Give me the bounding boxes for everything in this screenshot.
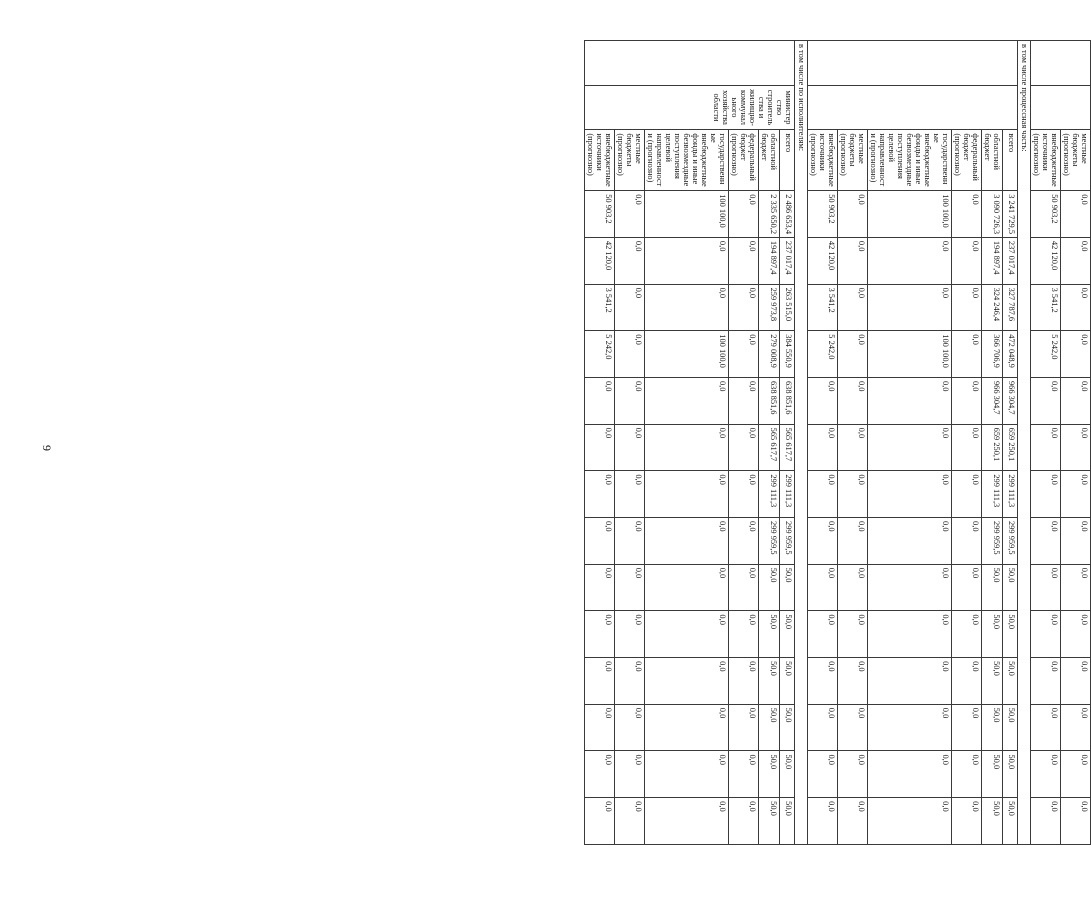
value-cell: 0,0 bbox=[1031, 658, 1061, 705]
value-cell: 0,0 bbox=[1061, 331, 1091, 378]
value-cell: 0,0 bbox=[838, 331, 868, 378]
value-cell: 50,0 bbox=[1003, 564, 1018, 611]
value-cell: 0,0 bbox=[585, 564, 615, 611]
value-cell: 0,0 bbox=[1031, 471, 1061, 518]
value-cell: 299 959,5 bbox=[780, 518, 795, 565]
value-cell: 0,0 bbox=[838, 424, 868, 471]
value-cell: 299 111,3 bbox=[1003, 471, 1018, 518]
value-cell: 2 486 653,4 bbox=[780, 191, 795, 238]
table-row bbox=[868, 41, 952, 845]
value-cell: 0,0 bbox=[645, 564, 729, 611]
value-cell: 0,0 bbox=[729, 751, 759, 798]
value-cell: 5 242,0 bbox=[585, 331, 615, 378]
value-cell: 0,0 bbox=[585, 658, 615, 705]
value-cell: 299 959,5 bbox=[759, 518, 780, 565]
table-row bbox=[1003, 41, 1018, 845]
value-cell: 0,0 bbox=[868, 377, 952, 424]
value-cell: 0,0 bbox=[808, 424, 838, 471]
value-cell: 0,0 bbox=[729, 518, 759, 565]
value-cell: 0,0 bbox=[585, 611, 615, 658]
value-cell: 0,0 bbox=[838, 237, 868, 284]
value-cell: 50,0 bbox=[982, 564, 1003, 611]
value-cell: 259 973,8 bbox=[759, 284, 780, 331]
value-cell: 0,0 bbox=[868, 284, 952, 331]
value-cell: 0,0 bbox=[729, 798, 759, 845]
funding-source-cell: федеральный бюджет (прогнозно) bbox=[729, 130, 759, 191]
value-cell: 0,0 bbox=[1061, 611, 1091, 658]
value-cell: 0,0 bbox=[585, 377, 615, 424]
value-cell: 100 100,0 bbox=[868, 331, 952, 378]
funding-table-body bbox=[585, 41, 1091, 845]
value-cell: 384 550,9 bbox=[780, 331, 795, 378]
value-cell: 0,0 bbox=[1031, 611, 1061, 658]
value-cell: 3 090 726,3 bbox=[982, 191, 1003, 238]
value-cell: 3 541,2 bbox=[1031, 284, 1061, 331]
value-cell: 0,0 bbox=[868, 564, 952, 611]
value-cell: 50,0 bbox=[780, 704, 795, 751]
value-cell: 0,0 bbox=[952, 331, 982, 378]
table-row bbox=[645, 41, 729, 845]
value-cell: 0,0 bbox=[615, 237, 645, 284]
value-cell: 50,0 bbox=[982, 611, 1003, 658]
value-cell: 0,0 bbox=[808, 798, 838, 845]
value-cell: 0,0 bbox=[952, 798, 982, 845]
value-cell: 0,0 bbox=[1031, 751, 1061, 798]
value-cell: 0,0 bbox=[615, 424, 645, 471]
value-cell: 50,0 bbox=[780, 751, 795, 798]
value-cell: 0,0 bbox=[1061, 284, 1091, 331]
value-cell: 279 008,9 bbox=[759, 331, 780, 378]
value-cell: 324 246,4 bbox=[982, 284, 1003, 331]
value-cell: 0,0 bbox=[952, 564, 982, 611]
value-cell: 0,0 bbox=[838, 284, 868, 331]
value-cell: 50,0 bbox=[759, 751, 780, 798]
value-cell: 0,0 bbox=[808, 751, 838, 798]
value-cell: 50,0 bbox=[780, 798, 795, 845]
section-header-row bbox=[1018, 41, 1031, 845]
table-row bbox=[1061, 41, 1091, 845]
value-cell: 299 111,3 bbox=[759, 471, 780, 518]
value-cell: 0,0 bbox=[645, 424, 729, 471]
value-cell: 100 100,0 bbox=[645, 331, 729, 378]
value-cell: 0,0 bbox=[729, 471, 759, 518]
value-cell: 100 100,0 bbox=[645, 191, 729, 238]
value-cell: 0,0 bbox=[1061, 658, 1091, 705]
table-row bbox=[838, 41, 868, 845]
value-cell: 0,0 bbox=[615, 191, 645, 238]
value-cell: 0,0 bbox=[615, 331, 645, 378]
value-cell: 0,0 bbox=[645, 518, 729, 565]
value-cell: 3 541,2 bbox=[808, 284, 838, 331]
section-header-executors: в том числе по исполнителям: bbox=[795, 41, 808, 845]
value-cell: 0,0 bbox=[1031, 424, 1061, 471]
value-cell: 0,0 bbox=[838, 704, 868, 751]
value-cell: 299 111,3 bbox=[780, 471, 795, 518]
value-cell: 237 017,4 bbox=[780, 237, 795, 284]
value-cell: 0,0 bbox=[645, 798, 729, 845]
value-cell: 0,0 bbox=[645, 377, 729, 424]
value-cell: 0,0 bbox=[615, 704, 645, 751]
value-cell: 0,0 bbox=[645, 704, 729, 751]
value-cell: 0,0 bbox=[1061, 518, 1091, 565]
value-cell: 2 335 650,2 bbox=[759, 191, 780, 238]
value-cell: 0,0 bbox=[1061, 704, 1091, 751]
value-cell: 0,0 bbox=[585, 471, 615, 518]
value-cell: 0,0 bbox=[952, 751, 982, 798]
value-cell: 0,0 bbox=[838, 471, 868, 518]
value-cell: 50,0 bbox=[982, 751, 1003, 798]
value-cell: 0,0 bbox=[1061, 751, 1091, 798]
value-cell: 0,0 bbox=[868, 751, 952, 798]
value-cell: 0,0 bbox=[952, 471, 982, 518]
value-cell: 366 706,9 bbox=[982, 331, 1003, 378]
rotated-page-content bbox=[578, 40, 1091, 845]
value-cell: 42 120,0 bbox=[1031, 237, 1061, 284]
value-cell: 565 617,7 bbox=[759, 424, 780, 471]
table-row bbox=[808, 41, 838, 845]
value-cell: 327 787,6 bbox=[1003, 284, 1018, 331]
funding-source-cell: местные бюджеты (прогнозно) bbox=[838, 130, 868, 191]
value-cell: 0,0 bbox=[1061, 191, 1091, 238]
value-cell: 50,0 bbox=[1003, 658, 1018, 705]
funding-source-cell: областной бюджет bbox=[982, 130, 1003, 191]
table-row bbox=[615, 41, 645, 845]
empty-cell bbox=[1031, 85, 1091, 130]
value-cell: 0,0 bbox=[729, 564, 759, 611]
value-cell: 0,0 bbox=[615, 798, 645, 845]
value-cell: 0,0 bbox=[868, 237, 952, 284]
value-cell: 42 120,0 bbox=[585, 237, 615, 284]
value-cell: 0,0 bbox=[952, 424, 982, 471]
value-cell: 638 851,6 bbox=[759, 377, 780, 424]
value-cell: 0,0 bbox=[585, 704, 615, 751]
value-cell: 0,0 bbox=[952, 191, 982, 238]
value-cell: 50,0 bbox=[1003, 704, 1018, 751]
value-cell: 966 304,7 bbox=[1003, 377, 1018, 424]
funding-source-cell: всего bbox=[780, 130, 795, 191]
value-cell: 0,0 bbox=[1031, 704, 1061, 751]
value-cell: 0,0 bbox=[645, 751, 729, 798]
value-cell: 0,0 bbox=[952, 377, 982, 424]
value-cell: 194 897,4 bbox=[982, 237, 1003, 284]
value-cell: 0,0 bbox=[645, 611, 729, 658]
value-cell: 0,0 bbox=[729, 611, 759, 658]
funding-table bbox=[584, 40, 1091, 845]
value-cell: 659 250,1 bbox=[1003, 424, 1018, 471]
value-cell: 0,0 bbox=[838, 191, 868, 238]
value-cell: 0,0 bbox=[1061, 377, 1091, 424]
value-cell: 50,0 bbox=[759, 611, 780, 658]
value-cell: 0,0 bbox=[729, 237, 759, 284]
value-cell: 0,0 bbox=[1061, 471, 1091, 518]
value-cell: 0,0 bbox=[808, 471, 838, 518]
value-cell: 0,0 bbox=[729, 377, 759, 424]
value-cell: 0,0 bbox=[1061, 798, 1091, 845]
value-cell: 0,0 bbox=[615, 658, 645, 705]
value-cell: 0,0 bbox=[1061, 564, 1091, 611]
value-cell: 299 111,3 bbox=[982, 471, 1003, 518]
value-cell: 966 304,7 bbox=[982, 377, 1003, 424]
value-cell: 0,0 bbox=[729, 284, 759, 331]
value-cell: 0,0 bbox=[645, 471, 729, 518]
value-cell: 42 120,0 bbox=[808, 237, 838, 284]
table-row bbox=[585, 41, 615, 845]
funding-source-cell: государственные внебюджетные фонды и иные безвозмездные поступления целевой направленности (прогнозно) bbox=[645, 130, 729, 191]
table-row bbox=[759, 41, 780, 845]
value-cell: 0,0 bbox=[838, 564, 868, 611]
value-cell: 299 959,5 bbox=[1003, 518, 1018, 565]
value-cell: 0,0 bbox=[838, 751, 868, 798]
section-header-row bbox=[795, 41, 808, 845]
value-cell: 0,0 bbox=[729, 658, 759, 705]
value-cell: 50,0 bbox=[759, 704, 780, 751]
value-cell: 50,0 bbox=[759, 564, 780, 611]
value-cell: 0,0 bbox=[645, 237, 729, 284]
value-cell: 100 100,0 bbox=[868, 191, 952, 238]
value-cell: 0,0 bbox=[808, 377, 838, 424]
value-cell: 50,0 bbox=[982, 704, 1003, 751]
executor-name: министерство строительства и жилищно-коммунального хозяйства области bbox=[585, 85, 795, 130]
value-cell: 0,0 bbox=[808, 518, 838, 565]
value-cell: 0,0 bbox=[615, 284, 645, 331]
value-cell: 194 897,4 bbox=[759, 237, 780, 284]
value-cell: 0,0 bbox=[585, 751, 615, 798]
value-cell: 50 903,2 bbox=[808, 191, 838, 238]
value-cell: 0,0 bbox=[1061, 424, 1091, 471]
value-cell: 0,0 bbox=[585, 798, 615, 845]
value-cell: 0,0 bbox=[808, 564, 838, 611]
funding-source-cell: федеральный бюджет (прогнозно) bbox=[952, 130, 982, 191]
value-cell: 0,0 bbox=[868, 658, 952, 705]
table-row bbox=[952, 41, 982, 845]
value-cell: 0,0 bbox=[952, 611, 982, 658]
section-header-in-process: в том числе процессная часть: bbox=[1018, 41, 1031, 845]
value-cell: 50,0 bbox=[982, 798, 1003, 845]
value-cell: 0,0 bbox=[585, 424, 615, 471]
value-cell: 50,0 bbox=[759, 798, 780, 845]
value-cell: 50,0 bbox=[982, 658, 1003, 705]
value-cell: 0,0 bbox=[952, 518, 982, 565]
empty-cell bbox=[808, 85, 1018, 130]
table-row bbox=[1031, 41, 1061, 845]
value-cell: 0,0 bbox=[808, 658, 838, 705]
value-cell: 5 242,0 bbox=[808, 331, 838, 378]
value-cell: 50,0 bbox=[759, 658, 780, 705]
value-cell: 299 959,5 bbox=[982, 518, 1003, 565]
value-cell: 659 250,1 bbox=[982, 424, 1003, 471]
value-cell: 0,0 bbox=[1031, 564, 1061, 611]
value-cell: 0,0 bbox=[868, 424, 952, 471]
value-cell: 0,0 bbox=[808, 611, 838, 658]
value-cell: 0,0 bbox=[838, 658, 868, 705]
table-row bbox=[780, 41, 795, 845]
value-cell: 50,0 bbox=[1003, 798, 1018, 845]
value-cell: 5 242,0 bbox=[1031, 331, 1061, 378]
value-cell: 0,0 bbox=[952, 237, 982, 284]
value-cell: 0,0 bbox=[868, 704, 952, 751]
table-row bbox=[729, 41, 759, 845]
value-cell: 0,0 bbox=[952, 284, 982, 331]
empty-cell bbox=[808, 41, 1018, 86]
value-cell: 0,0 bbox=[838, 611, 868, 658]
value-cell: 0,0 bbox=[615, 751, 645, 798]
table-row bbox=[982, 41, 1003, 845]
value-cell: 0,0 bbox=[729, 191, 759, 238]
empty-cell bbox=[1031, 41, 1091, 86]
value-cell: 0,0 bbox=[615, 518, 645, 565]
funding-source-cell: государственные внебюджетные фонды и иные безвозмездные поступления целевой направленности (прогнозно) bbox=[868, 130, 952, 191]
value-cell: 50,0 bbox=[780, 564, 795, 611]
value-cell: 0,0 bbox=[585, 518, 615, 565]
value-cell: 0,0 bbox=[868, 518, 952, 565]
value-cell: 0,0 bbox=[729, 424, 759, 471]
value-cell: 0,0 bbox=[729, 331, 759, 378]
value-cell: 0,0 bbox=[615, 611, 645, 658]
value-cell: 263 515,0 bbox=[780, 284, 795, 331]
value-cell: 0,0 bbox=[645, 284, 729, 331]
value-cell: 565 617,7 bbox=[780, 424, 795, 471]
value-cell: 50,0 bbox=[1003, 611, 1018, 658]
funding-source-cell: внебюджетные источники (прогнозно) bbox=[808, 130, 838, 191]
value-cell: 0,0 bbox=[1031, 518, 1061, 565]
value-cell: 0,0 bbox=[952, 704, 982, 751]
funding-source-cell: всего bbox=[1003, 130, 1018, 191]
value-cell: 3 241 729,5 bbox=[1003, 191, 1018, 238]
funding-source-cell: местные бюджеты (прогнозно) bbox=[1061, 130, 1091, 191]
funding-source-cell: внебюджетные источники (прогнозно) bbox=[1031, 130, 1061, 191]
value-cell: 0,0 bbox=[808, 704, 838, 751]
value-cell: 50,0 bbox=[780, 658, 795, 705]
value-cell: 0,0 bbox=[1061, 237, 1091, 284]
value-cell: 0,0 bbox=[645, 658, 729, 705]
empty-cell bbox=[585, 41, 795, 86]
value-cell: 0,0 bbox=[952, 658, 982, 705]
funding-source-cell: внебюджетные источники (прогнозно) bbox=[585, 130, 615, 191]
value-cell: 50,0 bbox=[780, 611, 795, 658]
value-cell: 50 903,2 bbox=[1031, 191, 1061, 238]
value-cell: 50 903,2 bbox=[585, 191, 615, 238]
funding-source-cell: местные бюджеты (прогнозно) bbox=[615, 130, 645, 191]
value-cell: 0,0 bbox=[868, 611, 952, 658]
value-cell: 50,0 bbox=[1003, 751, 1018, 798]
value-cell: 237 017,4 bbox=[1003, 237, 1018, 284]
value-cell: 0,0 bbox=[868, 471, 952, 518]
page-number: 9 bbox=[40, 445, 54, 451]
value-cell: 0,0 bbox=[838, 518, 868, 565]
value-cell: 0,0 bbox=[838, 377, 868, 424]
value-cell: 0,0 bbox=[1031, 798, 1061, 845]
value-cell: 3 541,2 bbox=[585, 284, 615, 331]
value-cell: 0,0 bbox=[615, 471, 645, 518]
funding-source-cell: областной бюджет bbox=[759, 130, 780, 191]
value-cell: 0,0 bbox=[615, 564, 645, 611]
value-cell: 0,0 bbox=[868, 798, 952, 845]
value-cell: 0,0 bbox=[729, 704, 759, 751]
value-cell: 638 851,6 bbox=[780, 377, 795, 424]
value-cell: 0,0 bbox=[838, 798, 868, 845]
value-cell: 0,0 bbox=[615, 377, 645, 424]
value-cell: 472 048,9 bbox=[1003, 331, 1018, 378]
value-cell: 0,0 bbox=[1031, 377, 1061, 424]
